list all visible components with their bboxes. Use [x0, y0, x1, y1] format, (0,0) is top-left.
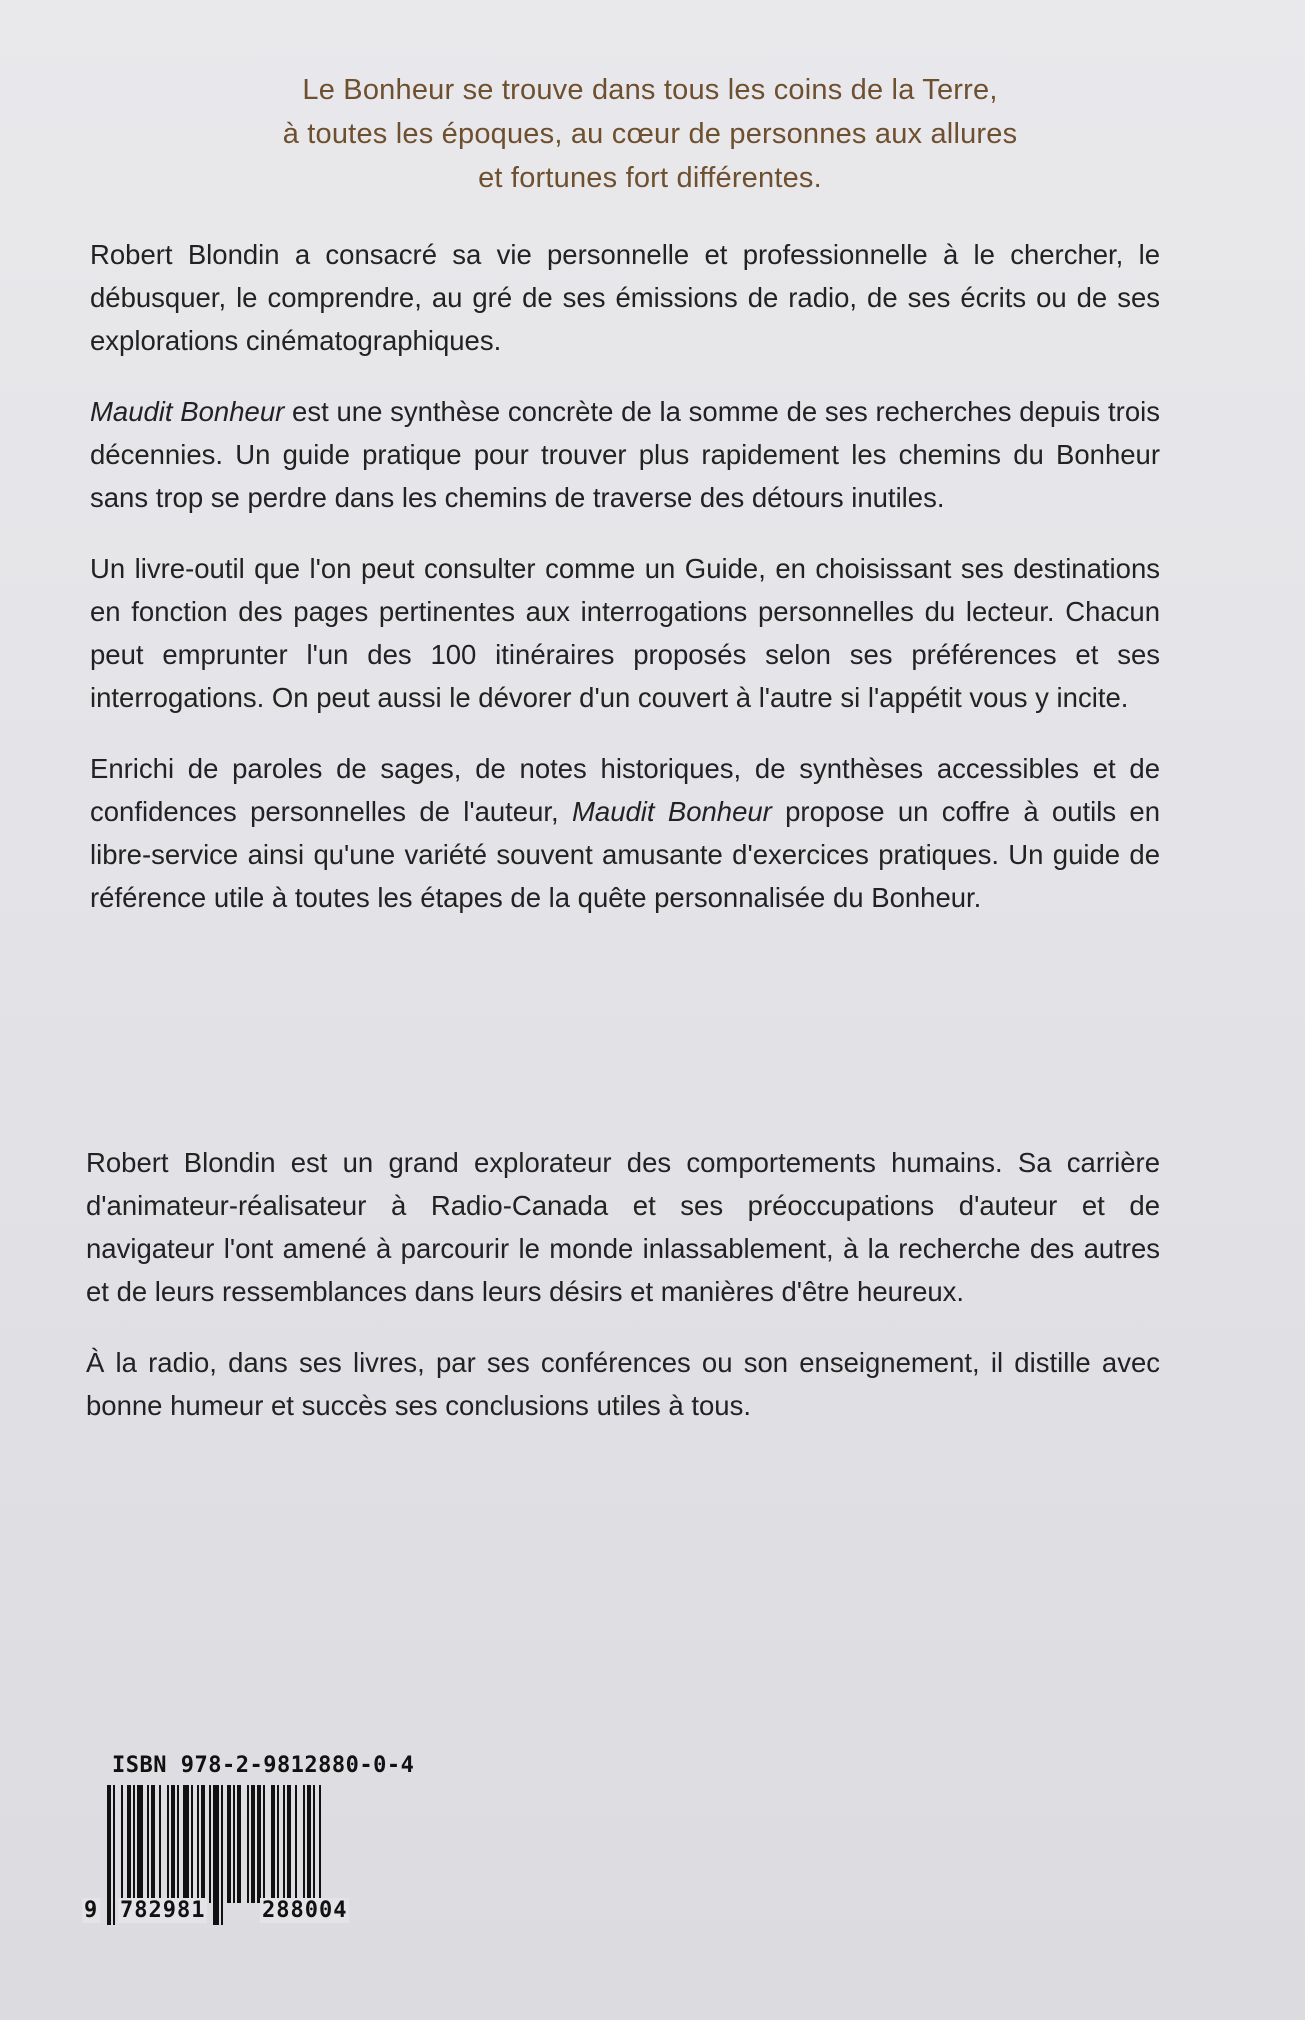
barcode-digits-group1: 782981	[120, 1898, 206, 1923]
barcode-bar	[183, 1785, 189, 1903]
barcode-bar	[121, 1785, 123, 1903]
barcode-bar	[147, 1785, 149, 1903]
book-title: Maudit Bonheur	[572, 796, 772, 827]
barcode-bar	[209, 1785, 211, 1903]
barcode-bar	[201, 1785, 205, 1903]
barcode-bar	[221, 1785, 223, 1925]
tagline	[150, 68, 1150, 200]
barcode-bar	[237, 1785, 241, 1903]
barcode-bar	[197, 1785, 199, 1903]
book-description	[90, 233, 1160, 947]
barcode-bar	[213, 1785, 219, 1925]
description-paragraph: Un livre-outil que l'on peut consulter comme un Guide, en choisissant ses destinations en fonction des pages pertinentes aux interrogations personnelles du lecteur. Chacun peut emprunter l'un des 100 itinéraires proposés selon ses préférences et ses interrogations. On peut aussi le dévorer d'un couvert à l'autre si l'appétit vous y incite.	[90, 553, 1160, 713]
barcode-bar	[171, 1785, 175, 1903]
barcode-bar	[247, 1785, 249, 1903]
description-text: propose un coffre à outils en libre-service ainsi qu'une variété souvent amusante d'exercices pratiques. Un guide de référence utile à toutes les étapes de la quête personnalisée du Bonheur.	[90, 796, 1161, 913]
barcode-bar	[127, 1785, 131, 1903]
tagline-line: Le Bonheur se trouve dans tous les coins de la Terre,	[302, 74, 998, 106]
barcode-bar	[107, 1785, 111, 1925]
barcode-digits-group2: 288004	[262, 1898, 348, 1923]
description-text: Enrichi de paroles de sages, de notes historiques, de synthèses accessibles et de confidences personnelles de l'auteur,	[90, 753, 1160, 827]
barcode-bar	[167, 1785, 169, 1903]
barcode-bar	[191, 1785, 193, 1903]
tagline-line: à toutes les époques, au cœur de personnes aux allures	[282, 118, 1018, 150]
barcode-bar	[307, 1785, 311, 1903]
barcode-bar	[159, 1785, 161, 1903]
barcode-bar	[257, 1785, 261, 1903]
barcode-bar	[227, 1785, 231, 1903]
barcode-bar	[319, 1785, 321, 1903]
barcode-bar	[113, 1785, 115, 1925]
barcode-bar	[251, 1785, 255, 1903]
barcode-bar	[313, 1785, 315, 1903]
barcode-bar	[151, 1785, 155, 1903]
barcode-bar	[295, 1785, 297, 1903]
isbn-label: ISBN 978-2-9812880-0-4	[112, 1753, 415, 1778]
barcode-bar	[303, 1785, 305, 1903]
barcode-bar	[283, 1785, 285, 1903]
description-paragraph	[90, 390, 1160, 519]
barcode-bar	[177, 1785, 179, 1903]
description-paragraph: Robert Blondin a consacré sa vie personnelle et professionnelle à le chercher, le débusquer, le comprendre, au gré de ses émissions de radio, de ses écrits ou de ses explorations cinématographiques.	[90, 239, 1160, 356]
book-title: Maudit Bonheur	[90, 396, 285, 427]
barcode-bar	[137, 1785, 143, 1903]
bio-paragraph: À la radio, dans ses livres, par ses conférences ou son enseignement, il distille avec bonne humeur et succès ses conclusions utiles à tous.	[86, 1347, 1160, 1421]
author-bio	[86, 1141, 1160, 1455]
description-paragraph	[90, 747, 1160, 919]
tagline-line: et fortunes fort différentes.	[478, 162, 822, 194]
barcode-bar	[287, 1785, 291, 1903]
barcode-bar	[233, 1785, 235, 1903]
barcode-bar	[271, 1785, 275, 1903]
barcode-bar	[133, 1785, 135, 1903]
barcode-bar	[277, 1785, 279, 1903]
description-text: est une synthèse concrète de la somme de ses recherches depuis trois décennies. Un guide pratique pour trouver plus rapidement les chemins du Bonheur sans trop se perdre dans les chemins de traverse des détours inutiles.	[90, 396, 1160, 513]
barcode-bar	[263, 1785, 265, 1903]
barcode-digit-lead: 9	[84, 1898, 99, 1923]
bio-paragraph: Robert Blondin est un grand explorateur des comportements humains. Sa carrière d'animateur-réalisateur à Radio-Canada et ses préoccupations d'auteur et de navigateur l'ont amené à parcourir le monde inlassablement, à la recherche des autres et de leurs ressemblances dans leurs désirs et manières d'être heureux.	[86, 1147, 1160, 1307]
